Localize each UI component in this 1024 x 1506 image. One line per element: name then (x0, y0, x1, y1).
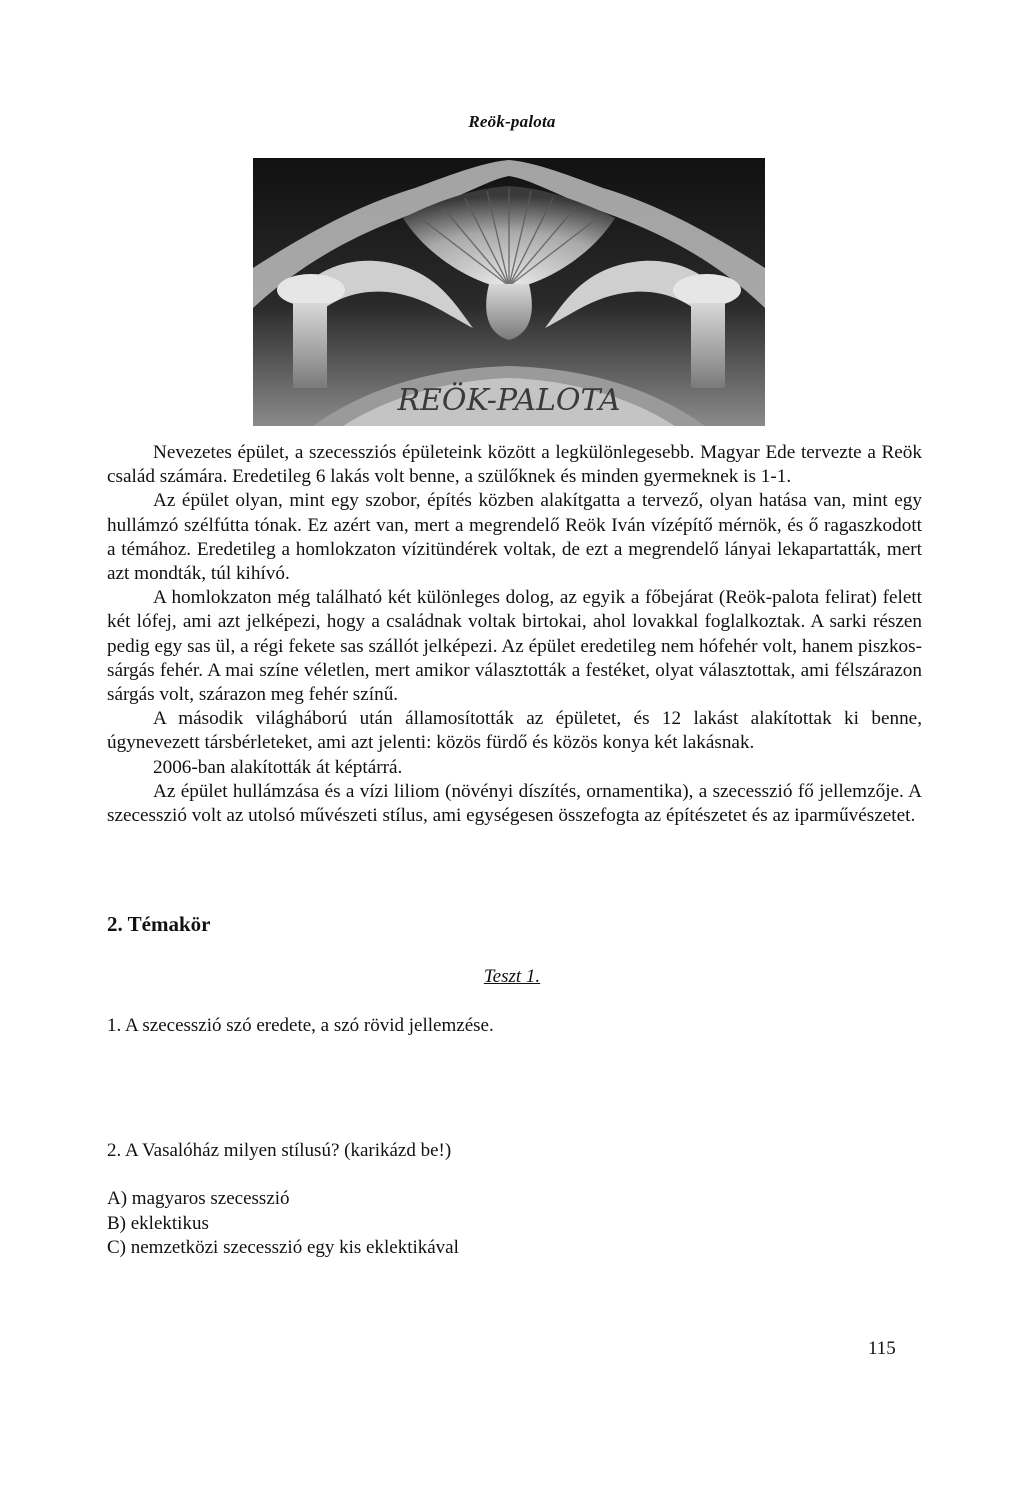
answer-option[interactable]: B) eklektikus (107, 1212, 209, 1234)
question-2: 2. A Vasalóház milyen stílusú? (karikázd be!) (107, 1140, 452, 1161)
reok-palace-photo (253, 158, 765, 426)
paragraph: A második világháború után államosították az épületet, és 12 lakást alakítottak ki benne, úgynevezett társbérleteket, ami azt jelenti: közös fürdő és közös konya két lakásnak. (107, 708, 922, 754)
facade-relief-image (253, 158, 765, 426)
test-title: Teszt 1. (483, 966, 541, 987)
paragraph: A homlokzaton még található két különleges dolog, az egyik a főbejárat (Reök-palota felirat) felett két lófej, ami azt jelképezi, hogy a családnak voltak birtokai, ahol lovakkal foglalkoztak. A sarki részen pedig egy sas ül, a régi fekete sas szállót jelképezi. Az épület eredetileg nem hófehér volt, hanem piszkos-sárgás fehér. A mai színe véletlen, mert amikor választották a festéket, olyat választottak, ami félszárazon sárgás volt, szárazon meg fehér színű. (107, 587, 922, 706)
answer-option[interactable]: A) magyaros szecesszió (107, 1188, 290, 1209)
page-number: 115 (868, 1338, 896, 1359)
paragraph: Nevezetes épület, a szecessziós épületeink között a legkülönlegesebb. Magyar Ede tervezte a Reök család számára. Eredetileg 6 lakás volt benne, a szülőknek és minden gyermeknek is 1-1. (107, 442, 922, 488)
answer-option[interactable]: C) nemzetközi szecesszió egy kis eklektikával (107, 1237, 459, 1258)
paragraph: Az épület hullámzása és a vízi liliom (növényi díszítés, ornamentika), a szecesszió fő jellemzője. A szecesszió volt az utolsó művészeti stílus, ami egységesen összefogta az építészetet és az iparművészetet. (107, 780, 922, 827)
answer-options (107, 1187, 459, 1261)
article-body (107, 441, 922, 828)
paragraph: 2006-ban alakították át képtárrá. (153, 756, 403, 778)
section-heading: 2. Témakör (107, 912, 211, 936)
facade-inscription: REÖK-PALOTA (397, 383, 621, 418)
paragraph: Az épület olyan, mint egy szobor, építés közben alakítgatta a tervező, olyan hatása van, mint egy hullámzó szélfútta tónak. Ez azért van, mert a megrendelő Reök Iván vízépítő mérnök, és ő ragaszkodott a témához. Eredetileg a homlokzaton vízitündérek voltak, de ezt a megrendelő lányai lekapartatták, mert azt mondták, túl kihívó. (107, 490, 922, 585)
page-title: Reök-palota (468, 112, 556, 131)
question-1: 1. A szecesszió szó eredete, a szó rövid jellemzése. (107, 1015, 494, 1036)
